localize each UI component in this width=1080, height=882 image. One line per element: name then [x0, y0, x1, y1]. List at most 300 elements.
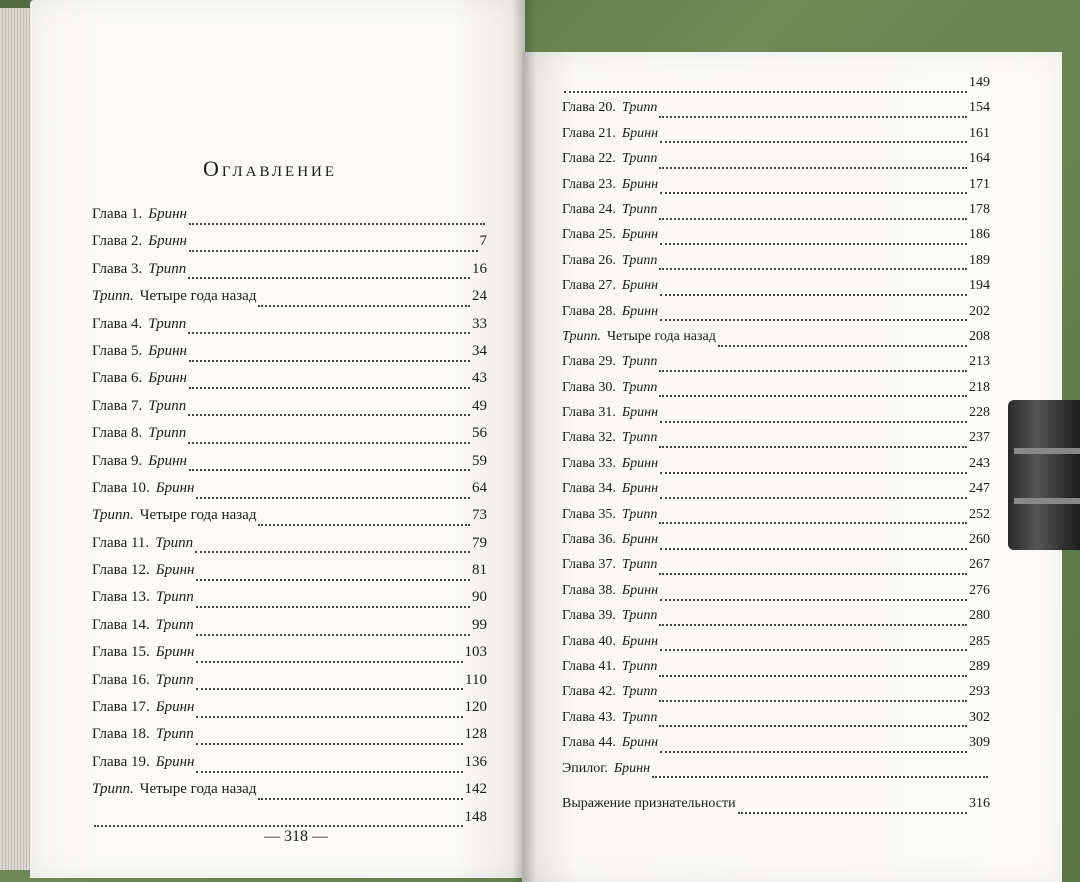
toc-entry-label — [562, 100, 657, 116]
toc-page-number: 64 — [472, 479, 487, 496]
leader-dots — [196, 771, 462, 773]
chapter-narrator: Трипп — [148, 260, 187, 277]
toc-page-number: 267 — [969, 557, 990, 573]
leader-dots — [718, 345, 967, 347]
toc-entry — [562, 253, 990, 278]
toc-page-number: 49 — [472, 397, 487, 414]
toc-entry — [562, 507, 990, 532]
toc-page-number: 103 — [464, 644, 487, 661]
chapter-narrator: Трипп. — [92, 507, 134, 524]
chapter-narrator: Трипп — [621, 709, 658, 725]
chapter-narrator: Трипп — [148, 425, 187, 442]
toc-entry — [562, 659, 990, 684]
chapter-narrator: Трипп — [621, 252, 658, 268]
toc-entry — [92, 672, 487, 699]
toc-entry — [562, 557, 990, 582]
toc-page-number: 99 — [472, 616, 487, 633]
chapter-narrator: Бринн — [621, 481, 659, 497]
chapter-number: Глава 6. — [92, 370, 143, 387]
toc-page-number: 260 — [969, 532, 990, 548]
binder-clip — [1008, 400, 1080, 550]
toc-page-number: 81 — [472, 562, 487, 579]
toc-entry-label — [562, 405, 658, 421]
chapter-narrator: Бринн — [613, 760, 651, 776]
leader-dots — [660, 548, 967, 550]
toc-entry-label — [562, 430, 657, 446]
toc-entry-label — [562, 354, 657, 370]
chapter-number: Глава 40. — [562, 633, 616, 649]
chapter-number: Глава 16. — [92, 671, 150, 688]
leader-dots — [189, 223, 485, 225]
chapter-number: Глава 4. — [92, 315, 143, 332]
toc-page-number: 136 — [464, 753, 487, 770]
leader-dots — [564, 91, 967, 93]
chapter-number: Глава 8. — [92, 425, 143, 442]
toc-entry — [562, 405, 990, 430]
chapter-narrator: Трипп — [621, 557, 658, 573]
chapter-narrator: Трипп — [621, 151, 658, 167]
toc-page-number: 24 — [472, 288, 487, 305]
chapter-number: Глава 29. — [562, 354, 616, 370]
toc-entry — [562, 481, 990, 506]
chapter-narrator: Бринн — [621, 125, 659, 141]
toc-entry — [92, 781, 487, 808]
chapter-number: Глава 17. — [92, 699, 150, 716]
toc-entry-label — [92, 316, 186, 333]
toc-page-number: 285 — [969, 633, 990, 649]
leader-dots — [188, 332, 470, 334]
toc-entry — [92, 726, 487, 753]
leader-dots — [258, 305, 470, 307]
toc-entry — [92, 316, 487, 343]
toc-entry-label — [562, 151, 657, 167]
chapter-narrator: Трипп — [621, 201, 658, 217]
chapter-number: Глава 14. — [92, 616, 150, 633]
toc-page-number: 43 — [472, 370, 487, 387]
toc-page-number: 90 — [472, 589, 487, 606]
toc-entry-label — [92, 754, 194, 771]
chapter-narrator: Трипп. — [562, 328, 601, 344]
chapter-narrator: Трипп — [621, 684, 658, 700]
leader-dots — [189, 387, 470, 389]
leader-dots — [660, 141, 967, 143]
toc-title: Оглавление — [203, 156, 338, 181]
chapter-narrator: Бринн — [148, 452, 187, 469]
toc-entry-label — [92, 507, 256, 524]
toc-entry — [92, 233, 487, 260]
chapter-description: Четыре года назад — [139, 781, 257, 798]
chapter-number: Глава 41. — [562, 658, 616, 674]
toc-entry-label — [562, 202, 657, 218]
chapter-number: Глава 35. — [562, 506, 616, 522]
chapter-number: Глава 23. — [562, 176, 616, 192]
leader-dots — [189, 250, 478, 252]
chapter-number: Глава 10. — [92, 479, 150, 496]
toc-page-number: 293 — [969, 684, 990, 700]
toc-page-number: 289 — [969, 658, 990, 674]
leader-dots — [660, 472, 967, 474]
chapter-number: Глава 3. — [92, 260, 143, 277]
toc-page-number: 34 — [472, 342, 487, 359]
chapter-number: Глава 26. — [562, 252, 616, 268]
toc-entry — [92, 370, 487, 397]
chapter-description: Четыре года назад — [139, 288, 257, 305]
chapter-narrator: Трипп — [621, 506, 658, 522]
toc-entry — [562, 634, 990, 659]
toc-entry-label — [562, 507, 657, 523]
chapter-number: Глава 24. — [562, 201, 616, 217]
toc-page-number: 302 — [969, 709, 990, 725]
toc-entry-label — [562, 583, 658, 599]
chapter-narrator: Бринн — [155, 644, 195, 661]
chapter-number: Глава 13. — [92, 589, 150, 606]
toc-page-number: 276 — [969, 582, 990, 598]
chapter-number: Эпилог. — [562, 760, 608, 776]
chapter-number: Глава 44. — [562, 735, 616, 751]
leader-dots — [659, 725, 967, 727]
chapter-number: Глава 1. — [92, 206, 143, 222]
chapter-narrator: Трипп — [155, 534, 194, 551]
leader-dots — [659, 268, 967, 270]
toc-entry-label — [562, 761, 650, 777]
leader-dots — [659, 700, 967, 702]
toc-entry — [562, 430, 990, 455]
chapter-narrator: Бринн — [621, 405, 659, 421]
toc-entry — [92, 589, 487, 616]
toc-page-number: 178 — [969, 201, 990, 217]
toc-page-number: 128 — [464, 726, 487, 743]
leader-dots — [659, 624, 967, 626]
toc-entry — [562, 126, 990, 151]
toc-page-number: 309 — [969, 735, 990, 751]
toc-entry — [562, 354, 990, 379]
chapter-narrator: Трипп — [155, 616, 194, 633]
leader-dots — [660, 192, 967, 194]
chapter-narrator: Трипп — [148, 397, 187, 414]
chapter-narrator: Бринн — [621, 278, 659, 294]
chapter-number: Глава 5. — [92, 342, 143, 359]
chapter-narrator: Трипп — [621, 100, 658, 116]
toc-page-number: 56 — [472, 425, 487, 442]
leader-dots — [659, 446, 967, 448]
toc-entry-label — [562, 735, 658, 751]
toc-page-number: 171 — [969, 176, 990, 192]
leader-dots — [196, 743, 463, 745]
toc-entry — [562, 380, 990, 405]
toc-entry — [562, 329, 990, 354]
toc-entry — [92, 343, 487, 370]
toc-page-number: 280 — [969, 608, 990, 624]
toc-entry-label — [562, 304, 658, 320]
toc-page-number: 148 — [464, 808, 487, 825]
toc-page-number: 218 — [969, 379, 990, 395]
toc-page-number: 164 — [969, 151, 990, 167]
toc-entry-label — [562, 481, 658, 497]
toc-page-number: 142 — [464, 781, 487, 798]
chapter-number: Глава 20. — [562, 100, 616, 116]
toc-entry-label — [92, 480, 194, 497]
chapter-description: Выражение признательности — [562, 795, 736, 811]
toc-entry-label — [92, 672, 194, 689]
toc-entry-label — [562, 557, 657, 573]
toc-entry — [562, 75, 990, 100]
leader-dots — [188, 277, 470, 279]
chapter-number: Глава 33. — [562, 455, 616, 471]
chapter-narrator: Бринн — [621, 633, 659, 649]
leader-dots — [659, 573, 967, 575]
toc-page-number: 33 — [472, 315, 487, 332]
chapter-number: Глава 22. — [562, 151, 616, 167]
chapter-number: Глава 38. — [562, 582, 616, 598]
chapter-narrator: Трипп — [621, 379, 658, 395]
chapter-number: Глава 28. — [562, 303, 616, 319]
toc-entry-label — [92, 589, 194, 606]
chapter-narrator: Трипп — [148, 315, 187, 332]
chapter-number: Глава 43. — [562, 709, 616, 725]
leader-dots — [738, 812, 967, 814]
chapter-number: Глава 34. — [562, 481, 616, 497]
chapter-narrator: Бринн — [148, 206, 187, 222]
toc-entry — [92, 425, 487, 452]
chapter-number: Глава 7. — [92, 397, 143, 414]
toc-entry-label — [562, 532, 658, 548]
toc-entry — [562, 227, 990, 252]
leader-dots — [660, 649, 967, 651]
chapter-narrator: Трипп — [621, 354, 658, 370]
toc-entry-label — [92, 535, 193, 552]
chapter-number: Глава 42. — [562, 684, 616, 700]
toc-entry-label — [92, 425, 186, 442]
toc-entry-label — [92, 726, 194, 743]
chapter-number: Глава 27. — [562, 278, 616, 294]
chapter-narrator: Бринн — [621, 176, 659, 192]
chapter-narrator: Трипп — [621, 430, 658, 446]
chapter-narrator: Бринн — [621, 227, 659, 243]
chapter-number: Глава 32. — [562, 430, 616, 446]
chapter-description: Четыре года назад — [606, 328, 716, 344]
leader-dots — [660, 421, 967, 423]
toc-page-number: 16 — [472, 260, 487, 277]
toc-entry-label — [562, 380, 657, 396]
leader-dots — [195, 551, 470, 553]
toc-entry — [92, 453, 487, 480]
toc-page-number: 237 — [969, 430, 990, 446]
leader-dots — [659, 116, 967, 118]
leader-dots — [659, 167, 967, 169]
toc-entry — [562, 532, 990, 557]
chapter-number: Глава 12. — [92, 562, 150, 579]
chapter-narrator: Бринн — [621, 303, 659, 319]
leader-dots — [258, 798, 462, 800]
toc-entry-label — [562, 634, 658, 650]
toc-entry — [92, 562, 487, 589]
toc-page-number: 252 — [969, 506, 990, 522]
toc-page-number: 7 — [479, 233, 487, 250]
chapter-narrator: Бринн — [621, 532, 659, 548]
toc-entry-label — [562, 177, 658, 193]
toc-page-number: 247 — [969, 481, 990, 497]
chapter-number: Глава 30. — [562, 379, 616, 395]
toc-entry-label — [562, 796, 736, 812]
toc-entry — [92, 507, 487, 534]
toc-entry-label — [92, 781, 256, 798]
chapter-number: Глава 31. — [562, 405, 616, 421]
toc-entry — [92, 754, 487, 781]
leader-dots — [196, 634, 470, 636]
chapter-narrator: Трипп — [621, 658, 658, 674]
toc-entry — [562, 735, 990, 760]
chapter-narrator: Трипп. — [92, 288, 134, 305]
toc-entry — [92, 535, 487, 562]
toc-entry — [562, 456, 990, 481]
toc-entry — [92, 699, 487, 726]
leader-dots — [196, 497, 470, 499]
leader-dots — [196, 579, 470, 581]
toc-page-number: 59 — [472, 452, 487, 469]
leader-dots — [196, 716, 462, 718]
toc-entry-label — [92, 233, 187, 250]
leader-dots — [660, 243, 967, 245]
toc-entry-label — [562, 253, 657, 269]
leader-dots — [659, 370, 967, 372]
toc-page-number: 208 — [969, 328, 990, 344]
toc-page-number: 73 — [472, 507, 487, 524]
chapter-narrator: Бринн — [621, 455, 659, 471]
leader-dots — [94, 825, 463, 827]
chapter-narrator: Трипп — [155, 726, 194, 743]
toc-entry — [562, 177, 990, 202]
toc-page-number: 213 — [969, 354, 990, 370]
toc-entry — [92, 617, 487, 644]
toc-entry-label — [92, 288, 256, 305]
toc-entry-label — [562, 227, 658, 243]
toc-entry — [92, 261, 487, 288]
toc-entry — [92, 398, 487, 425]
toc-entry-label — [562, 608, 657, 624]
toc-entry-label — [562, 456, 658, 472]
toc-entry-label — [92, 261, 186, 278]
toc-entry — [562, 583, 990, 608]
toc-entry — [562, 608, 990, 633]
toc-entry — [92, 288, 487, 315]
toc-entry — [562, 100, 990, 125]
toc-entry-label — [92, 343, 187, 360]
toc-page-number: 154 — [969, 100, 990, 116]
chapter-number: Глава 21. — [562, 125, 616, 141]
leader-dots — [196, 688, 463, 690]
toc-entry-label — [92, 398, 186, 415]
toc-entry — [562, 304, 990, 329]
toc-entry-label — [92, 370, 187, 387]
chapter-number: Глава 19. — [92, 753, 150, 770]
toc-entry-label — [562, 278, 658, 294]
toc-page-number: 149 — [969, 75, 990, 90]
leader-dots — [258, 524, 470, 526]
toc-entry — [562, 278, 990, 303]
chapter-narrator: Бринн — [155, 562, 195, 579]
chapter-narrator: Трипп — [155, 589, 194, 606]
toc-entry-label — [92, 617, 194, 634]
leader-dots — [189, 360, 470, 362]
chapter-number: Глава 18. — [92, 726, 150, 743]
chapter-narrator: Трипп. — [92, 781, 134, 798]
chapter-narrator: Бринн — [155, 699, 195, 716]
toc-page-number: 189 — [969, 252, 990, 268]
toc-entry-label — [92, 644, 194, 661]
toc-page-number: 186 — [969, 227, 990, 243]
toc-entry — [562, 684, 990, 709]
toc-entry-label — [562, 329, 716, 345]
leader-dots — [659, 522, 967, 524]
toc-page-number: 120 — [464, 699, 487, 716]
leader-dots — [659, 395, 967, 397]
toc-entry — [92, 644, 487, 671]
chapter-narrator: Бринн — [155, 479, 195, 496]
toc-entry — [562, 151, 990, 176]
chapter-number: Глава 15. — [92, 644, 150, 661]
leader-dots — [196, 606, 470, 608]
leader-dots — [188, 442, 470, 444]
toc-entry — [562, 796, 990, 821]
chapter-number: Глава 2. — [92, 233, 143, 250]
toc-entry — [92, 206, 487, 233]
leader-dots — [196, 661, 462, 663]
toc-page-number: 110 — [465, 671, 487, 688]
toc-page-number: 79 — [472, 534, 487, 551]
toc-page-number: 228 — [969, 405, 990, 421]
toc-entry-label — [562, 710, 657, 726]
toc-entry-label — [562, 659, 657, 675]
chapter-number: Глава 39. — [562, 608, 616, 624]
chapter-number: Глава 11. — [92, 534, 150, 551]
toc-page-number: 194 — [969, 278, 990, 294]
page-number-folio: — 318 — — [264, 828, 328, 845]
chapter-narrator: Бринн — [621, 735, 659, 751]
toc-entry-label — [92, 699, 194, 716]
toc-page-number: 316 — [969, 795, 990, 811]
toc-entry-label — [92, 562, 194, 579]
toc-entry — [92, 480, 487, 507]
chapter-narrator: Бринн — [148, 370, 187, 387]
chapter-narrator: Бринн — [148, 342, 187, 359]
chapter-number: Глава 37. — [562, 557, 616, 573]
chapter-narrator: Бринн — [621, 582, 659, 598]
leader-dots — [659, 218, 967, 220]
leader-dots — [189, 469, 470, 471]
toc-entry-label — [562, 684, 657, 700]
toc-entry-label — [92, 453, 187, 470]
chapter-narrator: Трипп — [621, 608, 658, 624]
book-spine-shadow — [512, 0, 536, 882]
leader-dots — [652, 776, 988, 778]
chapter-narrator: Бринн — [148, 233, 187, 250]
leader-dots — [660, 319, 967, 321]
toc-entry — [562, 710, 990, 735]
toc-right-column — [562, 75, 990, 821]
chapter-narrator: Бринн — [155, 753, 195, 770]
leader-dots — [660, 497, 967, 499]
toc-entry-label — [562, 126, 658, 142]
toc-entry-label — [92, 206, 187, 223]
leader-dots — [660, 751, 967, 753]
leader-dots — [659, 675, 967, 677]
toc-entry — [562, 761, 990, 786]
toc-page-number: 161 — [969, 125, 990, 141]
toc-page-number: 202 — [969, 303, 990, 319]
toc-entry — [562, 202, 990, 227]
toc-page-number: 243 — [969, 455, 990, 471]
leader-dots — [188, 414, 470, 416]
